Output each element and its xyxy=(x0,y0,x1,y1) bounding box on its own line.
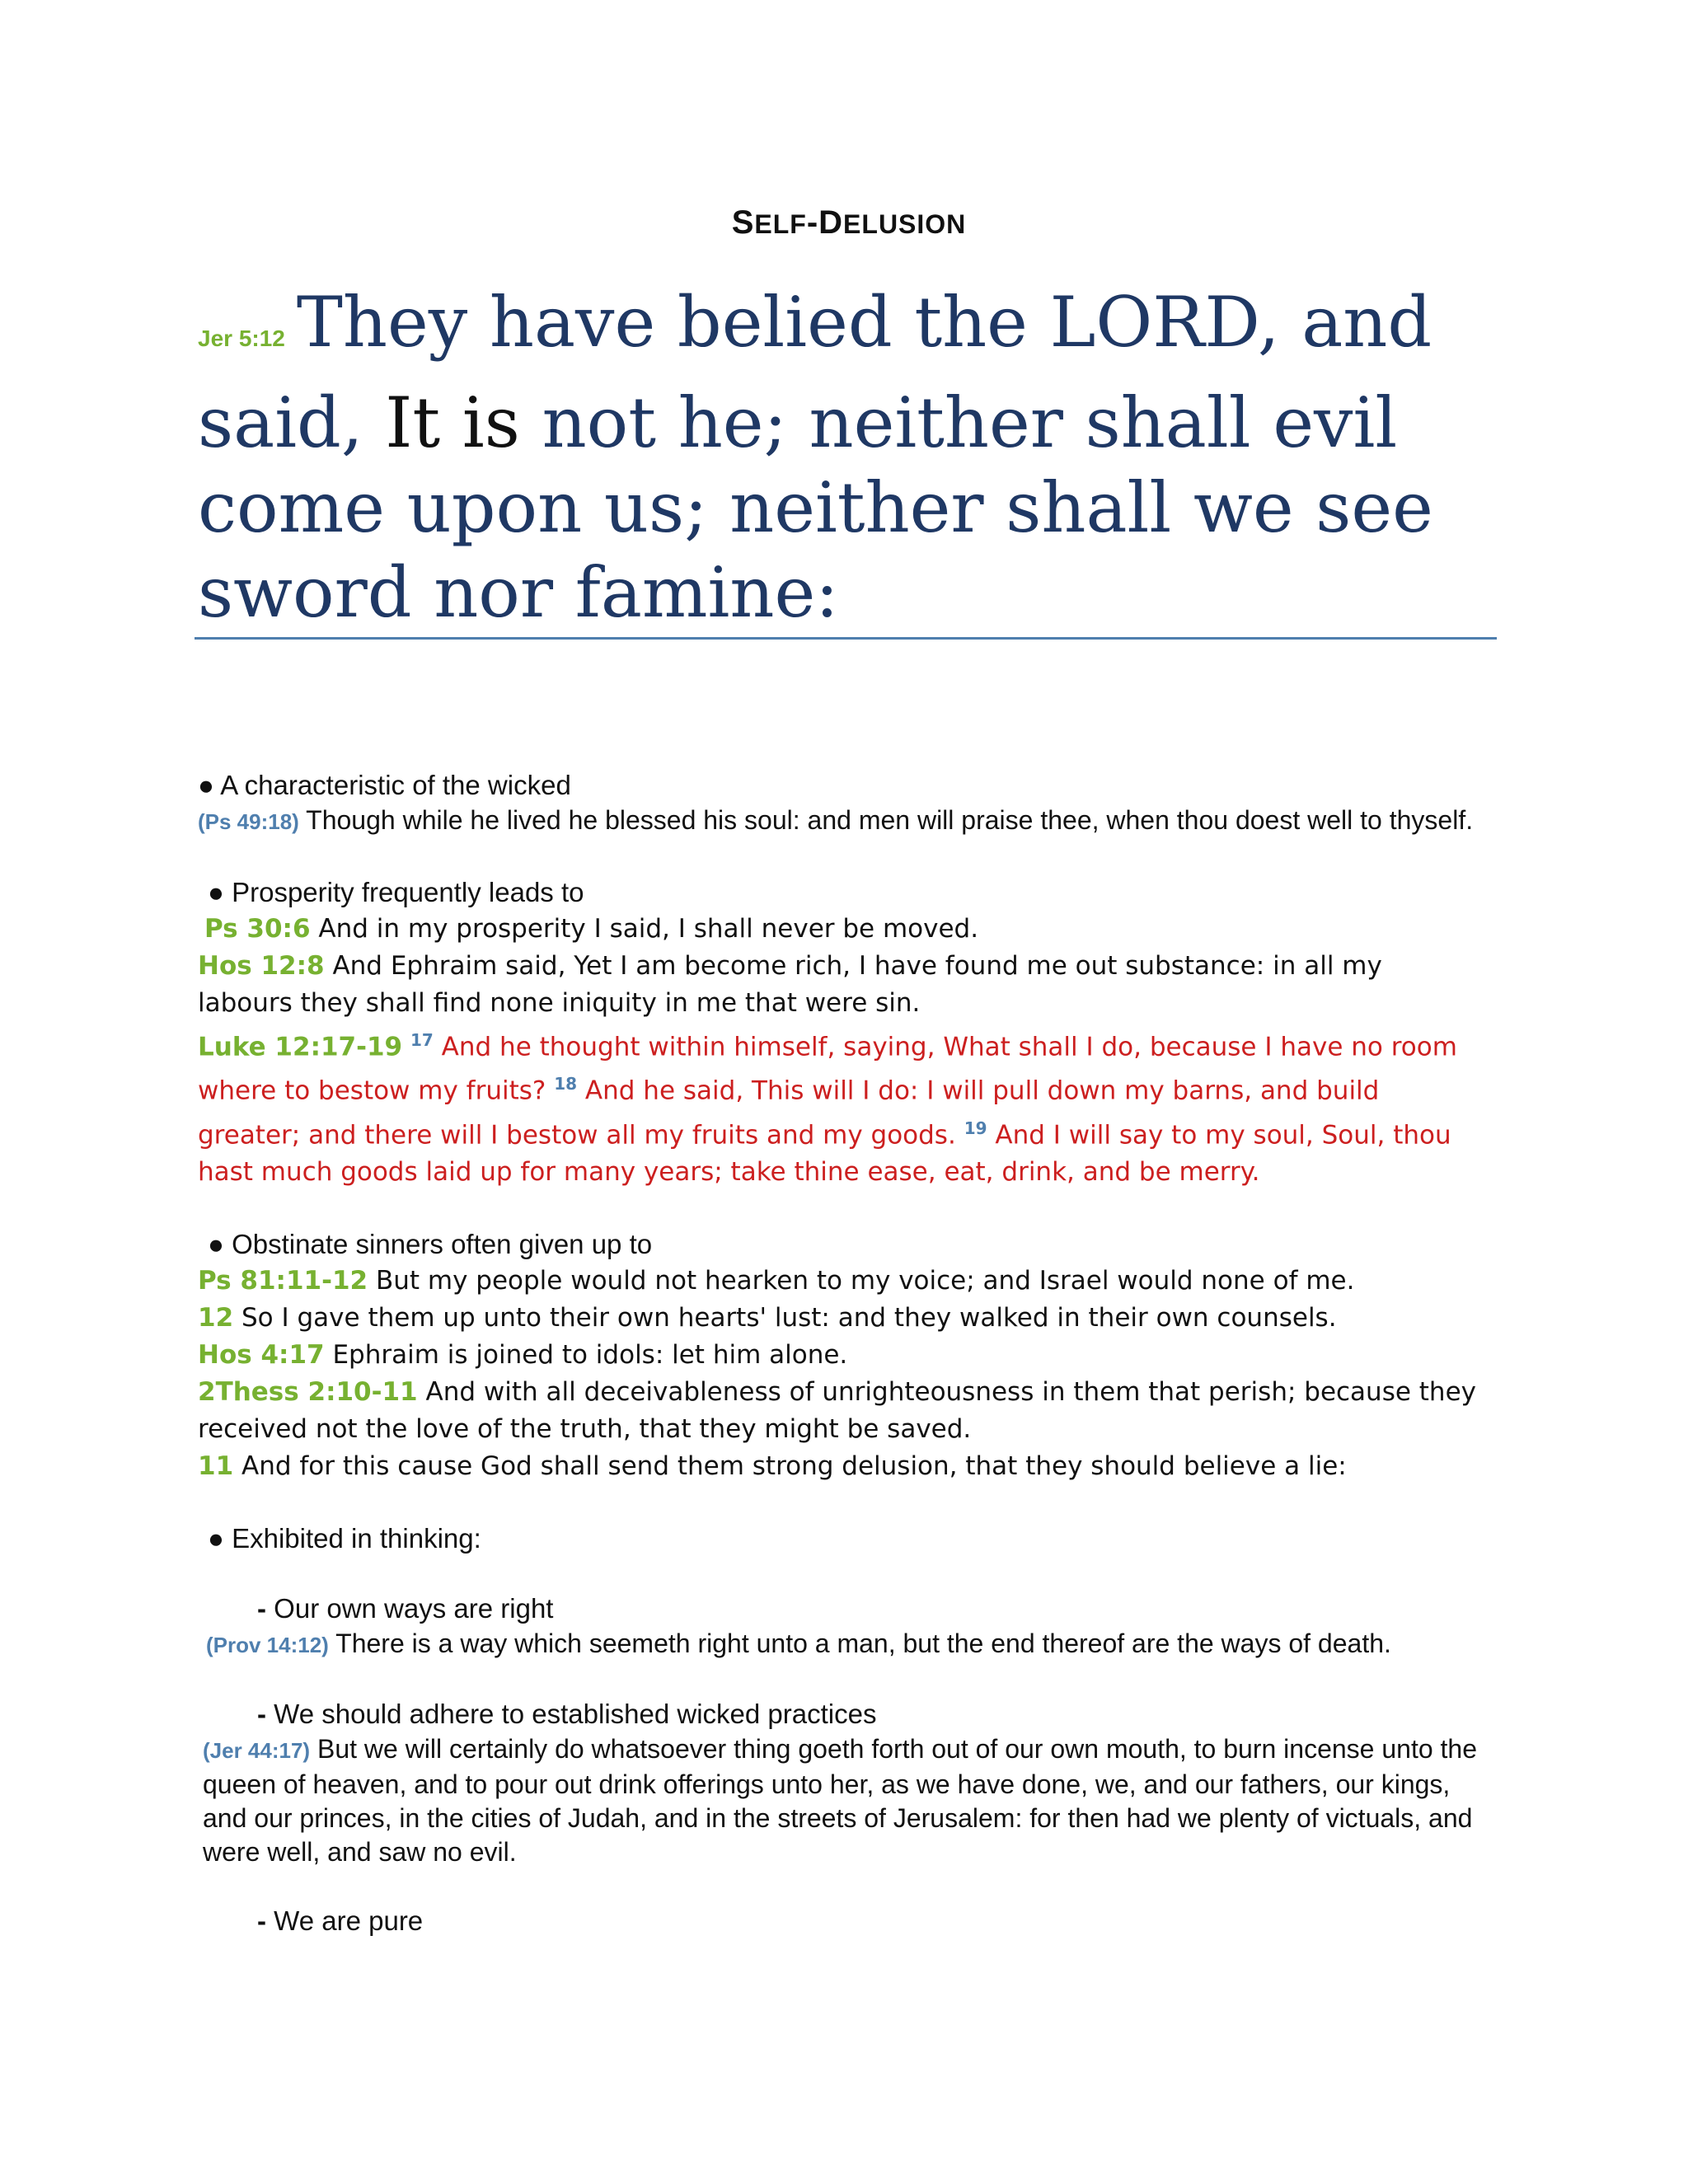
verse-2thess-2-11 xyxy=(198,1448,1484,1485)
sub-heading-established-practices: - We should adhere to established wicked practices xyxy=(257,1698,877,1729)
verse-ref: Hos 4:17 xyxy=(198,1339,325,1370)
verse-2thess-2-10-11 xyxy=(198,1374,1484,1448)
verse-prov-14-12 xyxy=(198,1627,1484,1662)
verse-ref: 12 xyxy=(198,1302,234,1333)
verse-text: Though while he lived he blessed his soul: and men will praise thee, when thou doest well to thyself. xyxy=(306,805,1474,835)
title-small-caps-1: ELF xyxy=(754,209,807,239)
verse-text: And Ephraim said, Yet I am become rich, I have found me out substance: in all my labours they shall find none iniquity in me that were sin. xyxy=(198,951,1382,1018)
verse-number-19: 19 xyxy=(964,1118,987,1138)
verse-ref: (Jer 44:17) xyxy=(203,1737,311,1763)
verse-text-18: And he said, This will I do: I will pull down my barns, and build greater; and there will I bestow all my fruits and my goods. xyxy=(198,1076,1380,1150)
verse-text-19: And I will say to my soul, Soul, thou hast much goods laid up for many years; take thine ease, eat, drink, and be merry. xyxy=(198,1119,1451,1187)
section-heading-prosperity: ● Prosperity frequently leads to xyxy=(208,877,584,907)
verse-text: There is a way which seemeth right unto a man, but the end thereof are the ways of death. xyxy=(335,1628,1391,1658)
verse-ref: Ps 81:11-12 xyxy=(198,1265,368,1296)
main-verse-text-a: They have belied the LORD, and said, xyxy=(198,282,1432,463)
verse-text: And for this cause God shall send them strong delusion, that they should believe a lie: xyxy=(241,1451,1347,1481)
verse-text: But my people would not hearken to my voice; and Israel would none of me. xyxy=(375,1265,1355,1296)
title-initial-s: S xyxy=(731,204,755,241)
main-verse-ref: Jer 5:12 xyxy=(198,326,285,351)
verse-ref: (Prov 14:12) xyxy=(206,1632,329,1657)
verse-ps-30-6 xyxy=(198,911,1484,948)
verse-ref: Luke 12:17-19 xyxy=(198,1032,403,1062)
sub-heading-own-ways: - Our own ways are right xyxy=(257,1592,554,1624)
verse-ref: Hos 12:8 xyxy=(198,951,325,981)
verse-ps-81-12 xyxy=(198,1300,1484,1337)
main-verse-text-b: not he; neither shall evil come upon us; neither shall we see sword nor famine: xyxy=(198,382,1433,633)
verse-ref: (Ps 49:18) xyxy=(198,809,299,834)
verse-hos-12-8 xyxy=(198,948,1484,1022)
section-heading-characteristic: ● A characteristic of the wicked xyxy=(198,770,571,800)
section-heading-exhibited: ● Exhibited in thinking: xyxy=(208,1522,481,1554)
verse-ref: 2Thess 2:10-11 xyxy=(198,1376,418,1407)
title-divider xyxy=(195,637,1497,640)
document-body xyxy=(198,766,1484,1939)
verse-text: But we will certainly do whatsoever thing goeth forth out of our own mouth, to burn incense unto the queen of heaven, and to pour out drink offerings unto her, as we have done, we, and our fathers, our kings, and our princes, in the cities of Judah, and in the streets of Jerusalem: for then had we plenty of victuals, and were well, and saw no evil. xyxy=(203,1733,1478,1867)
title-small-caps-2: ELUSION xyxy=(843,209,967,239)
verse-ref: Ps 30:6 xyxy=(204,914,311,944)
verse-jer-44-17 xyxy=(198,1732,1484,1869)
sub-heading-we-are-pure: - We are pure xyxy=(257,1905,424,1936)
verse-ref: 11 xyxy=(198,1451,234,1481)
page-title xyxy=(198,204,1500,241)
verse-hos-4-17 xyxy=(198,1337,1484,1374)
verse-number-18: 18 xyxy=(554,1074,578,1094)
verse-number-17: 17 xyxy=(410,1030,434,1050)
verse-text: So I gave them up unto their own hearts' lust: and they walked in their own counsels. xyxy=(241,1302,1337,1333)
verse-ps-81-11-12 xyxy=(198,1263,1484,1300)
main-verse-text-dark: It is xyxy=(385,382,520,463)
verse-luke-12-17-19 xyxy=(198,1022,1484,1191)
verse-text: Ephraim is joined to idols: let him alone. xyxy=(332,1339,848,1370)
verse-ps-49-18 xyxy=(198,804,1484,839)
section-heading-obstinate: ● Obstinate sinners often given up to xyxy=(208,1228,653,1259)
title-initial-d: D xyxy=(818,204,844,241)
verse-text: And in my prosperity I said, I shall never be moved. xyxy=(318,914,979,944)
main-verse xyxy=(198,280,1484,635)
title-hyphen: - xyxy=(806,204,819,241)
verse-text: And with all deceivableness of unrighteousness in them that perish; because they received not the love of the truth, that they might be saved. xyxy=(198,1376,1476,1444)
verse-text-17: And he thought within himself, saying, What shall I do, because I have no room where to bestow my fruits? xyxy=(198,1032,1457,1106)
